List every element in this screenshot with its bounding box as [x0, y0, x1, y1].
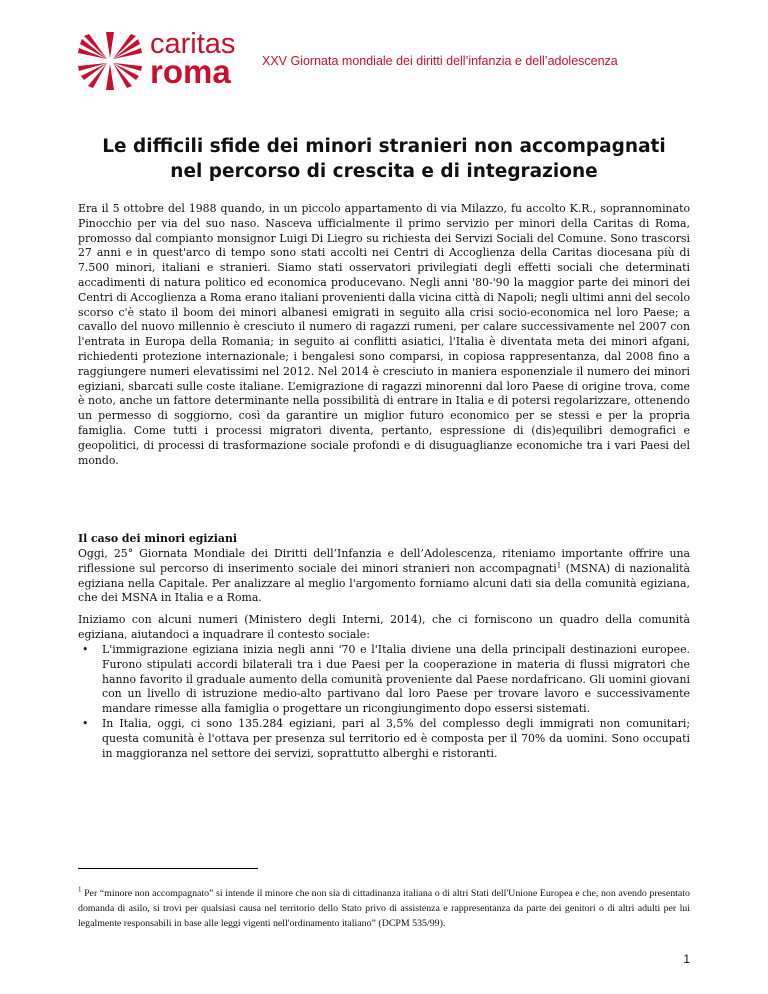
section-paragraph-part-b: (MSNA) di nazionalità egiziana nella Capitale. Per analizzare al meglio l'argomento forniamo alcuni dati sia della comunità egiziana, che dei MSNA in Italia e a Roma. — [78, 561, 690, 605]
list-item — [78, 643, 690, 717]
section-paragraph-part-a: Oggi, 25° Giornata Mondiale dei Diritti dell’Infanzia e dell’Adolescenza, riteniamo importante offrire una riflessione sul percorso di inserimento sociale dei minori stranieri non accompagnati — [78, 547, 690, 575]
bullet-icon: • — [82, 716, 89, 730]
logo-line-roma: roma — [150, 53, 231, 90]
event-header-title: XXV Giornata mondiale dei diritti dell’infanzia e dell’adolescenza — [262, 54, 618, 68]
bullet-icon: • — [82, 643, 89, 656]
list-item-text: In Italia, oggi, ci sono 135.284 egiziani, pari al 3,5% del complesso degli immigrati non comunitari; questa comunità è l'ottava per presenza sul territorio ed è composta per il 70% da uomini. Sono occupati in maggioranza nel settore dei servizi, soprattutto alberghi e ristoranti. — [102, 716, 690, 760]
footnote — [78, 886, 690, 932]
intro-paragraph: Era il 5 ottobre del 1988 quando, in un piccolo appartamento di via Milazzo, fu accolto K.R., soprannominato Pinocchio per via del suo naso. Nasceva ufficialmente il primo servizio per minori della Caritas di Roma, promosso dal compianto monsignor Luigi Di Liegro su richiesta dei Servizi Sociali del Comune. Sono trascorsi 27 anni e in quest'arco di tempo sono stati accolti nei Centri di Accoglienza della Caritas diocesana più di 7.500 minori, italiani e stranieri. Siamo stati osservatori privilegiati degli effetti sociali che determinati accadimenti di natura politico ed economica producevano. Negli anni '80-'90 la maggior parte dei minori dei Centri di Accoglienza a Roma erano italiani provenienti dalla vicina città di Napoli; negli ultimi anni del secolo scorso c'è stato il boom dei minori albanesi emigrati in seguito alla crisi socio-economica nel loro Paese; a cavallo del nuovo millennio è cresciuto il numero di ragazzi rumeni, per calare successivamente nel 2007 con l'entrata in Europa della Romania; in seguito ai conflitti asiatici, l'Italia è diventata meta dei minori afgani, richiedenti protezione internazionale; i bengalesi sono comparsi, in copiosa rappresentanza, dal 2008 fino a raggiungere numeri elevatissimi nel 2012. Nel 2014 è cresciuto in maniera esponenziale il numero dei minori egiziani, sbarcati sulle coste italiane. L’emigrazione di ragazzi minorenni dal loro Paese di origine trova, come è noto, anche un fattore determinante nella possibilità di entrare in Italia e di potersi regolarizzare, ottenendo un permesso di soggiorno, così da garantire un miglior futuro economico per se stessi e per la propria famiglia. Come tutti i processi migratori diventa, pertanto, espressione di (dis)equilibri demografici e geopolitici, di processi di trasformazione sociale profondi e di disuguaglianze economiche tra i vari Paesi del mondo. — [78, 202, 690, 467]
footnote-reference[interactable]: 1 — [556, 561, 562, 570]
section-paragraph — [78, 547, 690, 606]
logo-line-caritas: caritas — [150, 28, 236, 60]
section-heading: Il caso dei minori egiziani — [78, 532, 237, 545]
document-title — [60, 134, 708, 184]
caritas-roma-logo — [78, 30, 248, 90]
title-line-1: Le difficili sfide dei minori stranieri non accompagnati — [102, 136, 666, 157]
list-item-text: L'immigrazione egiziana inizia negli anni '70 e l'Italia diviene una della principali destinazioni europee. Furono stipulati accordi bilaterali tra i due Paesi per la cooperazione in materia di flussi migratori che hanno favorito il graduale aumento della comunità proveniente dal Paese nordafricano. Gli uomini giovani con un livello di istruzione medio-alto partivano dal loro Paese per trovare lavoro e successivamente mandare rimesse alla famiglia o progettare un ricongiungimento dopo essersi sistemati. — [102, 643, 690, 716]
page-number: 1 — [683, 952, 690, 966]
title-line-2: nel percorso di crescita e di integrazione — [170, 161, 598, 182]
footnote-number: 1 — [78, 885, 82, 894]
footnote-text: Per “minore non accompagnato” si intende il minore che non sia di cittadinanza italiana o di altri Stati dell'Unione Europea e che, non avendo presentato domanda di asilo, si trovi per qualsiasi causa nel territorio dello Stato privo di assistenza e rappresentanza da parte dei genitori o di altri adulti per lui legalmente responsabili in base alle leggi vigenti nell'ordinamento italiano” (DCPM 535/99). — [78, 888, 690, 930]
bullet-list — [78, 643, 690, 761]
footnote-separator — [78, 868, 258, 869]
numbers-intro-paragraph: Iniziamo con alcuni numeri (Ministero degli Interni, 2014), che ci forniscono un quadro della comunità egiziana, aiutandoci a inquadrare il contesto sociale: — [78, 613, 690, 641]
logo-wordmark — [150, 28, 236, 90]
caritas-cross-icon — [78, 32, 142, 90]
list-item — [78, 717, 690, 761]
